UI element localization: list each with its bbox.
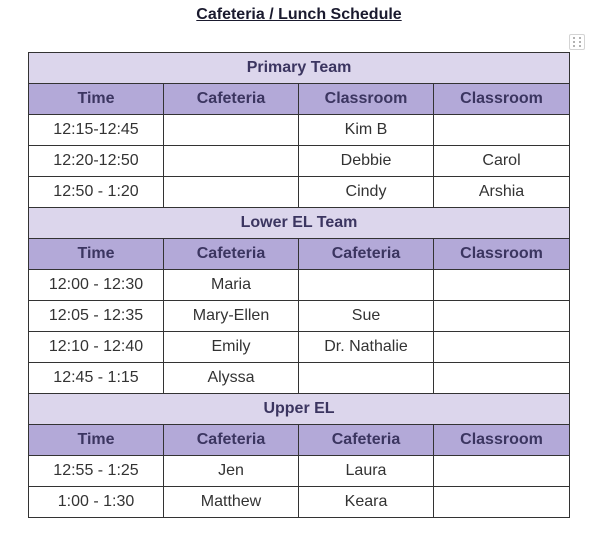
table-cell[interactable]: 12:55 - 1:25 <box>29 456 164 487</box>
table-cell[interactable] <box>299 363 434 394</box>
column-header: Cafeteria <box>164 84 299 115</box>
table-cell[interactable]: Keara <box>299 487 434 518</box>
table-row <box>29 177 570 208</box>
table-cell[interactable]: 12:15-12:45 <box>29 115 164 146</box>
table-cell[interactable] <box>434 487 570 518</box>
table-cell[interactable]: Arshia <box>434 177 570 208</box>
lunch-schedule-table <box>28 52 570 518</box>
table-row <box>29 332 570 363</box>
table-cell[interactable] <box>164 115 299 146</box>
table-cell[interactable]: 12:00 - 12:30 <box>29 270 164 301</box>
table-cell[interactable] <box>434 456 570 487</box>
table-cell[interactable]: 12:45 - 1:15 <box>29 363 164 394</box>
table-cell[interactable] <box>434 301 570 332</box>
table-cell[interactable]: Sue <box>299 301 434 332</box>
column-header: Cafeteria <box>299 239 434 270</box>
column-header: Classroom <box>299 84 434 115</box>
table-cell[interactable] <box>164 177 299 208</box>
table-cell[interactable]: 1:00 - 1:30 <box>29 487 164 518</box>
section-row <box>29 394 570 425</box>
column-header: Time <box>29 425 164 456</box>
section-title: Lower EL Team <box>29 208 570 239</box>
table-cell[interactable]: Kim B <box>299 115 434 146</box>
section-title: Primary Team <box>29 53 570 84</box>
section-title: Upper EL <box>29 394 570 425</box>
column-header: Classroom <box>434 425 570 456</box>
table-cell[interactable]: Mary-Ellen <box>164 301 299 332</box>
table-cell[interactable]: 12:50 - 1:20 <box>29 177 164 208</box>
table-row <box>29 487 570 518</box>
table-cell[interactable]: Cindy <box>299 177 434 208</box>
table-cell[interactable] <box>434 332 570 363</box>
table-cell[interactable]: Matthew <box>164 487 299 518</box>
column-header: Cafeteria <box>164 425 299 456</box>
table-cell[interactable]: Dr. Nathalie <box>299 332 434 363</box>
column-header: Classroom <box>434 84 570 115</box>
table-cell[interactable] <box>299 270 434 301</box>
table-row <box>29 146 570 177</box>
column-header: Classroom <box>434 239 570 270</box>
table-cell[interactable]: Emily <box>164 332 299 363</box>
table-row <box>29 115 570 146</box>
column-header: Time <box>29 239 164 270</box>
column-header: Time <box>29 84 164 115</box>
section-row <box>29 208 570 239</box>
table-cell[interactable]: Alyssa <box>164 363 299 394</box>
table-cell[interactable]: 12:10 - 12:40 <box>29 332 164 363</box>
table-cell[interactable] <box>434 363 570 394</box>
table-cell[interactable]: Debbie <box>299 146 434 177</box>
schedule-body <box>29 53 570 518</box>
table-cell[interactable]: 12:20-12:50 <box>29 146 164 177</box>
column-header: Cafeteria <box>164 239 299 270</box>
table-cell[interactable]: 12:05 - 12:35 <box>29 301 164 332</box>
table-cell[interactable]: Carol <box>434 146 570 177</box>
table-row <box>29 363 570 394</box>
table-cell[interactable] <box>164 146 299 177</box>
table-row <box>29 301 570 332</box>
table-drag-handle-icon[interactable] <box>569 34 585 50</box>
header-row <box>29 425 570 456</box>
column-header: Cafeteria <box>299 425 434 456</box>
table-cell[interactable]: Maria <box>164 270 299 301</box>
table-cell[interactable]: Laura <box>299 456 434 487</box>
header-row <box>29 84 570 115</box>
table-cell[interactable]: Jen <box>164 456 299 487</box>
header-row <box>29 239 570 270</box>
section-row <box>29 53 570 84</box>
table-cell[interactable] <box>434 270 570 301</box>
table-row <box>29 270 570 301</box>
page-title: Cafeteria / Lunch Schedule <box>196 6 402 23</box>
table-cell[interactable] <box>434 115 570 146</box>
table-row <box>29 456 570 487</box>
